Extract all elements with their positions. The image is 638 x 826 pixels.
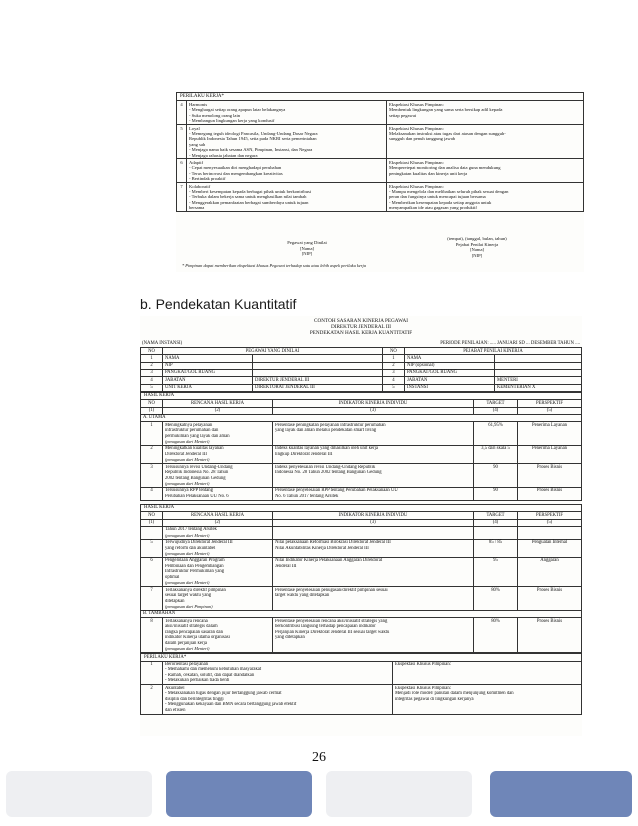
text-line: Republik Indonesia No. 28 Tahun	[165, 470, 229, 476]
behavior-cell	[187, 101, 387, 125]
perilaku-row	[177, 159, 584, 183]
identity-no-2: 4	[382, 377, 404, 384]
perilaku-row	[141, 661, 582, 685]
hk-indicator	[273, 422, 474, 446]
expectation-cell	[393, 685, 582, 714]
identity-label-2: JABATAN	[404, 377, 494, 384]
period-label: PERIODE PENILAIAN: ..... JANUARI SD ... DESEMBER TAHUN ....	[440, 340, 580, 346]
text-line: Nilai Indikator Kinerja Pelaksanaan Anggaran Direktorat	[275, 558, 383, 564]
hk-number-row	[141, 407, 582, 414]
category-label: B. TAMBAHAN	[141, 610, 582, 617]
hk-target: 90	[474, 464, 518, 488]
text-line: Terlaksananya rencana	[165, 618, 208, 624]
text-line: infrastruktur perumahan dan	[165, 428, 219, 434]
text-line: - Memahami dan memenuhi kebutuhan masyarakat	[165, 667, 262, 673]
text-line: indikator Kinerja utama organisasi	[165, 635, 230, 641]
text-line: sungguh dan penuh tanggung jawab	[389, 136, 456, 142]
hk-plan	[163, 618, 273, 653]
identity-no-2: 2	[382, 362, 404, 369]
period-row	[140, 341, 582, 347]
hk-header: INDIKATOR KINERJA INDIVIDU	[273, 400, 474, 407]
identity-label-2: NAMA	[404, 355, 494, 362]
identity-no-2: 3	[382, 369, 404, 376]
text-line: Indeks kualitas layanan yang dihasilkan oleh unit kerja	[275, 446, 378, 452]
hk-indicator	[273, 445, 474, 463]
footer-block-accent-1	[166, 771, 312, 817]
text-line: Jenderal III	[275, 563, 297, 569]
behavior-cell	[187, 159, 387, 183]
hk-no: 1	[141, 422, 163, 446]
assignment-note: (penugasan dari Menteri)	[165, 646, 210, 652]
text-line: - Cepat menyesuaikan diri menghadapi perubahan	[189, 165, 282, 171]
expectation-cell	[387, 159, 584, 183]
text-line: Membentuk lingkungan yang sama serta bersikap adil kepada	[389, 107, 503, 113]
hk-column-number: (1)	[141, 519, 163, 526]
text-line: Terlaksananya direktif pimpinan	[165, 587, 226, 593]
text-line: - Memberikan kesempatan kepada setiap anggota untuk	[389, 199, 492, 205]
hk-no: 7	[141, 587, 163, 611]
hk-header: NO	[141, 512, 163, 519]
text-line: 2002 tentang Bangunan Gedung	[165, 475, 226, 481]
hk-target	[474, 526, 518, 539]
text-line: target waktu yang ditetapkan	[275, 593, 330, 599]
identity-value	[253, 355, 383, 362]
identity-header-no-2: NO	[382, 348, 404, 355]
hk-header: NO	[141, 400, 163, 407]
text-line: integritas pegawai di lingkungan kerjanya	[395, 696, 474, 702]
text-line: Terwujudnya Direktorat Jenderal III	[165, 540, 233, 545]
assignment-note: (penugasan dari Menteri)	[165, 551, 210, 556]
hk-number-row	[141, 519, 582, 526]
hk-column-number: (2)	[163, 407, 273, 414]
text-line: berkontribusi langsung terhadap pencapaian indikator	[275, 624, 376, 630]
text-line: Memperetepat monitoring dan analisa data guna mendukung	[389, 165, 501, 171]
hk-row	[141, 464, 582, 488]
footer-block-light-2	[326, 771, 472, 817]
perilaku-row	[177, 183, 584, 212]
assignment-note: (penugasan dari Menteri)	[165, 439, 210, 445]
hk-column-number: (4)	[474, 407, 518, 414]
hasil-kerja-table-2	[140, 511, 582, 653]
text-line: yang sah	[189, 141, 206, 147]
hk-target: 90	[474, 487, 518, 500]
identity-value: DIREKTUR JENDERAL III	[253, 377, 383, 384]
text-line: dan efisien	[165, 707, 186, 713]
text-line: Tersusunnya RPP tentang	[165, 488, 213, 494]
hk-target: 85 / 85	[474, 539, 518, 557]
hk-row	[141, 557, 582, 586]
perilaku-table-bottom	[140, 661, 582, 715]
text-line: - Bertindak proaktif	[189, 176, 226, 182]
hk-header: TARGET	[474, 512, 518, 519]
text-line: - Terbuka dalam bekerja sama untuk menghasilkan nilai tambah	[189, 194, 307, 200]
behavior-title: Adaptif	[189, 159, 204, 165]
text-line: Indeks penyelesaian revisi Undang-Undang Republik	[275, 464, 376, 470]
identity-table	[140, 347, 582, 392]
hk-indicator	[273, 618, 474, 653]
text-line: - Menjaga rahasia jabatan dan negara	[189, 152, 258, 158]
hk-header: RENCANA HASIL KERJA	[163, 400, 273, 407]
row-number: 4	[177, 101, 187, 125]
hk-row	[141, 526, 582, 539]
hk-no: 8	[141, 618, 163, 653]
identity-row	[141, 355, 582, 362]
text-line: Perjanjian Kinerja Direktorat Jenderal III sesuai target waktu	[275, 629, 390, 635]
assignment-note: (penugasan dari Menteri)	[165, 457, 210, 463]
hk-indicator	[273, 557, 474, 586]
text-line: - Melaksanakan tugas dengan jujur bertanggung jawab cermat	[165, 691, 282, 697]
row-number: 5	[177, 125, 187, 159]
footer-block-accent-2	[490, 771, 632, 817]
hk-plan	[163, 526, 273, 539]
text-line: - Ramah, cekatan, solutif, dan dapat diandalkan	[165, 672, 255, 678]
text-line: Persentase penyelesaian RPP tentang Perubahan Pelaksanaan UU	[275, 488, 398, 494]
hk-perspective: Penguatan Internal	[518, 539, 582, 557]
document-title-1: CONTOH SASARAN KINERJA PEGAWAI	[314, 318, 408, 324]
hk-no: 6	[141, 557, 163, 586]
identity-no: 3	[141, 369, 163, 376]
text-line: yang reform dan akuntabel	[165, 545, 216, 551]
identity-row	[141, 362, 582, 369]
text-line: peran dan fungsinya untuk mencapai tujuan bersama	[389, 194, 486, 200]
text-line: lingkup Direktorat Jenderal III	[275, 451, 333, 457]
text-line: Melaksanakan instruksi atau tugas dari atasan dengan sungguh-	[389, 130, 506, 136]
hk-column-number: (5)	[518, 519, 582, 526]
expectation-title: Ekspektasi Khusus Pimpinan:	[395, 661, 451, 667]
hk-indicator	[273, 539, 474, 557]
expectation-cell	[387, 183, 584, 212]
assignment-note: (penugasan dari Menteri)	[165, 532, 210, 538]
text-line: - Menggunakan kekayaan dan BMN secara bertanggung jawab efektif	[165, 702, 297, 708]
text-line: sesuai target waktu yang	[165, 593, 212, 599]
text-line: ditetapkan	[165, 598, 185, 604]
assignment-note: (penugasan dari Pimpinan)	[165, 604, 213, 610]
text-line: - Suka menolong orang lain	[189, 112, 241, 118]
document-title-2: DIREKTUR JENDERAL III	[330, 324, 392, 331]
section-heading: b. Pendekatan Kuantitatif	[140, 296, 297, 312]
text-line: Infrastruktur Permukiman yang	[165, 569, 225, 575]
behavior-cell	[187, 183, 387, 212]
hk-no: 2	[141, 445, 163, 463]
identity-value: DIREKTORAT JENDERAL III	[253, 384, 383, 391]
text-line: rangka pencapaian sasaran dan	[165, 629, 223, 635]
row-number: 6	[177, 159, 187, 183]
identity-value-2	[494, 362, 581, 369]
text-line: Meningkatnya pelayanan	[165, 422, 213, 428]
behavior-cell	[163, 661, 393, 685]
text-line: - Melakukan perbaikan tiada henti	[165, 678, 230, 684]
hk-indicator	[273, 587, 474, 611]
hk-no: 4	[141, 487, 163, 500]
text-line: Republik Indonesia Tahun 1945, setia pada NKRI serta pemerintahan	[189, 136, 317, 142]
hk-row	[141, 445, 582, 463]
text-line: Perubahan Pelaksanaan UU No. 6	[165, 493, 229, 499]
text-line: Menjadi role model/ panutan dalam menjunjung komitmen dan	[395, 691, 514, 697]
hk-header: INDIKATOR KINERJA INDIVIDU	[273, 512, 474, 519]
text-line: disiplin dan berintegritas tinggi	[165, 696, 224, 702]
hk-header-row	[141, 512, 582, 519]
perilaku-row	[141, 685, 582, 714]
hk-header-row	[141, 400, 582, 407]
behavior-cell	[163, 685, 393, 714]
identity-value-2	[494, 369, 581, 376]
identity-label-2: NIP (opsional)	[404, 362, 494, 369]
identity-value	[253, 362, 383, 369]
text-line: - Menghargai setiap orang apapun latar belakangnya	[189, 107, 286, 113]
hk-no: 5	[141, 539, 163, 557]
text-line: menyampaikan ide atau gagasan yang produktif	[389, 205, 477, 211]
hk-plan	[163, 445, 273, 463]
text-line: Pembinaan dan Pengembangan	[165, 563, 224, 569]
identity-header-assessor: PEJABAT PENILAI KINERJA	[404, 348, 581, 355]
text-line: - Membangun lingkungan kerja yang kondusif	[189, 118, 275, 124]
text-line: - Memegang teguh ideologi Pancasila, Undang-Undang Dasar Negara	[189, 130, 318, 136]
identity-no-2: 1	[382, 355, 404, 362]
expectation-title: Ekspektasi Khusus Pimpinan:	[389, 183, 444, 189]
expectation-cell	[393, 661, 582, 685]
hk-plan	[163, 422, 273, 446]
perilaku-row	[177, 125, 584, 159]
text-line: Nilai Akuntabilitas Kinerja Direktorat Jenderal III	[275, 545, 369, 551]
expectation-title: Ekspektasi Khusus Pimpinan:	[389, 101, 444, 107]
identity-label: PANGKAT/GOL RUANG	[163, 369, 253, 376]
hk-header: RENCANA HASIL KERJA	[163, 512, 273, 519]
hk-row	[141, 539, 582, 557]
identity-value	[253, 369, 383, 376]
identity-no: 1	[141, 355, 163, 362]
identity-label: NAMA	[163, 355, 253, 362]
identity-row	[141, 377, 582, 384]
identity-label: UNIT KERJA	[163, 384, 253, 391]
hk-target: 95	[474, 557, 518, 586]
hk-target: 61,95%	[474, 422, 518, 446]
identity-row	[141, 369, 582, 376]
expectation-title: Ekspektasi Khusus Pimpinan:	[395, 685, 451, 691]
identity-value-2: KEMENTERIAN X	[494, 384, 581, 391]
perilaku-header: PERILAKU KERJA*	[176, 92, 584, 100]
text-line: No. 6 Tahun 2017 tentang Arsitek	[275, 493, 339, 499]
signature-employee: Pegawai yang Dinilai [Nama] [NIP]	[287, 240, 327, 257]
identity-header-no: NO	[141, 348, 163, 355]
hk-perspective: Penerima Layanan	[518, 422, 582, 446]
perilaku-table	[176, 100, 584, 212]
behavior-title: Berorientasi pelayanan	[165, 661, 209, 667]
expectation-title: Ekspektasi Khusus Pimpinan:	[389, 125, 444, 131]
expectation-cell	[387, 101, 584, 125]
perilaku-label: PERILAKU KERJA*	[140, 653, 582, 661]
text-line: Indonesia No. 28 Tahun 2002 tentang Bangunan Gedung	[275, 470, 382, 476]
page-number: 26	[312, 750, 326, 765]
hk-header: TARGET	[474, 400, 518, 407]
hk-column-number: (5)	[518, 407, 582, 414]
hk-perspective: Proses Bisnis	[518, 618, 582, 653]
identity-header-employee: PEGAWAI YANG DINILAI	[163, 348, 383, 355]
text-line: - Menjaga nama baik sesama ASN, Pimpinan, Instansi, dan Negara	[189, 147, 313, 153]
hk-column-number: (3)	[273, 519, 474, 526]
text-line: Direktorat Jenderal III	[165, 451, 207, 457]
category-label: A. UTAMA	[141, 414, 582, 421]
expectation-cell	[387, 125, 584, 159]
identity-no-2: 5	[382, 384, 404, 391]
hasil-kerja-label-2: HASIL KERJA	[140, 504, 582, 512]
hk-column-number: (4)	[474, 519, 518, 526]
behavior-title: Loyal	[189, 125, 200, 131]
text-line: - Mampu mengelola dan melibatkan seluruh pihak sesuai dengan	[389, 189, 509, 194]
category-row	[141, 414, 582, 421]
row-number: 7	[177, 183, 187, 212]
hk-target: 80%	[474, 618, 518, 653]
text-line: - Menggerakkan pemanfaatan berbagai sumberdaya untuk tujuan	[189, 199, 309, 205]
text-line: Tahun 2017 tentang Arsitek	[165, 527, 217, 533]
instansi-label: (NAMA INSTANSI)	[142, 340, 183, 346]
behavior-title: Harmonis	[189, 101, 208, 107]
text-line: Persentase peningkatan pelayanan infrastruktur perumahan	[275, 422, 386, 428]
text-line: Persentase penyelesaian penugasan/direktif pimpinan sesuai	[275, 587, 388, 593]
hk-indicator	[273, 487, 474, 500]
identity-label-2: INSTANSI	[404, 384, 494, 391]
text-line: optimal	[165, 574, 180, 580]
behavior-title: Akuntabel	[165, 685, 185, 691]
text-line: yang layak dan aman melalui pendekatan smart living	[275, 428, 377, 434]
hk-column-number: (1)	[141, 407, 163, 414]
hk-target: 3,5 dari skala 5	[474, 445, 518, 463]
text-line: yang ditetapkan	[275, 635, 305, 641]
hk-perspective	[518, 526, 582, 539]
behavior-cell	[187, 125, 387, 159]
identity-label: JABATAN	[163, 377, 253, 384]
signature-assessor: (tempat), (tanggal, bulan, tahun) Pejabat Penilai Kinerja [Nama] [NIP]	[447, 236, 507, 258]
hk-plan	[163, 557, 273, 586]
text-line: aksi/inisiatif strategis dalam	[165, 624, 218, 630]
text-line: - Memberi kesempatan kepada berbagai pihak untuk berkontribusi	[189, 189, 312, 194]
hk-column-number: (2)	[163, 519, 273, 526]
hk-perspective: Anggaran	[518, 557, 582, 586]
text-line: Nilai pelaksanaan Reformasi Birokrasi Direktorat Jenderal III	[275, 540, 391, 545]
identity-label-2: PANGKAT/GOL RUANG	[404, 369, 494, 376]
assignment-note: (penugasan dari Menteri)	[165, 481, 210, 487]
identity-no: 4	[141, 377, 163, 384]
hk-indicator	[273, 464, 474, 488]
text-line: Tersusunnya revisi Undang-Undang	[165, 464, 233, 470]
hk-header: PERSPEKTIF	[518, 400, 582, 407]
identity-row	[141, 384, 582, 391]
text-line: permukiman yang layak dan aman	[165, 433, 230, 439]
row-number: 2	[141, 685, 163, 714]
hk-row	[141, 587, 582, 611]
assignment-note: (penugasan dari Menteri)	[165, 580, 210, 586]
expectation-title: Ekspektasi Khusus Pimpinan:	[389, 159, 444, 165]
hk-target: 80%	[474, 587, 518, 611]
text-line: Meningkatkan kualitas layanan	[165, 446, 224, 452]
hk-perspective: Proses Bisnis	[518, 587, 582, 611]
hk-plan	[163, 487, 273, 500]
category-row	[141, 610, 582, 617]
hk-header: PERSPEKTIF	[518, 512, 582, 519]
hk-indicator	[273, 526, 474, 539]
identity-label: NIP	[163, 362, 253, 369]
hk-row	[141, 422, 582, 446]
document-titles	[140, 318, 582, 337]
bottom-scanned-document	[140, 316, 582, 736]
hk-plan	[163, 587, 273, 611]
text-line: setiap pegawai	[389, 112, 417, 118]
document-title-3: PENDEKATAN HASIL KERJA KUANTITATIF	[309, 330, 413, 337]
footnote: * Pimpinan dapat memberikan ekspektasi khusus Pegawai terhadap satu atau lebih aspek perilaku kerja	[182, 263, 366, 268]
hk-perspective: Proses Bisnis	[518, 487, 582, 500]
hk-row	[141, 618, 582, 653]
text-line: peningkatan kualitas dan kinerja unit kerja	[389, 170, 468, 176]
identity-no: 5	[141, 384, 163, 391]
text-line: bersama	[189, 205, 205, 211]
top-scanned-table	[176, 92, 584, 272]
hk-column-number: (3)	[273, 407, 474, 414]
perilaku-row	[177, 101, 584, 125]
hk-row	[141, 487, 582, 500]
text-line: dalam perjanjian kerja	[165, 640, 207, 646]
identity-value-2	[494, 355, 581, 362]
text-line: Persentase penyelesaian rencana aksi/inisiatif strategis yang	[275, 618, 388, 624]
footer-block-light-1	[6, 771, 152, 817]
hk-plan	[163, 464, 273, 488]
hk-plan	[163, 539, 273, 557]
hk-perspective: Penerima Layanan	[518, 445, 582, 463]
behavior-title: Kolaboratif	[189, 183, 211, 189]
hasil-kerja-table	[140, 399, 582, 500]
identity-no: 2	[141, 362, 163, 369]
identity-value-2: MENTERI	[494, 377, 581, 384]
text-line: - Terus berinovasi dan mengembangkan kreativitas	[189, 170, 283, 176]
hk-perspective: Proses Bisnis	[518, 464, 582, 488]
row-number: 1	[141, 661, 163, 685]
hk-no: 3	[141, 464, 163, 488]
hasil-kerja-label: HASIL KERJA	[140, 392, 582, 400]
hk-no	[141, 526, 163, 539]
text-line: Pengelolaan Anggaran Program	[165, 558, 225, 564]
